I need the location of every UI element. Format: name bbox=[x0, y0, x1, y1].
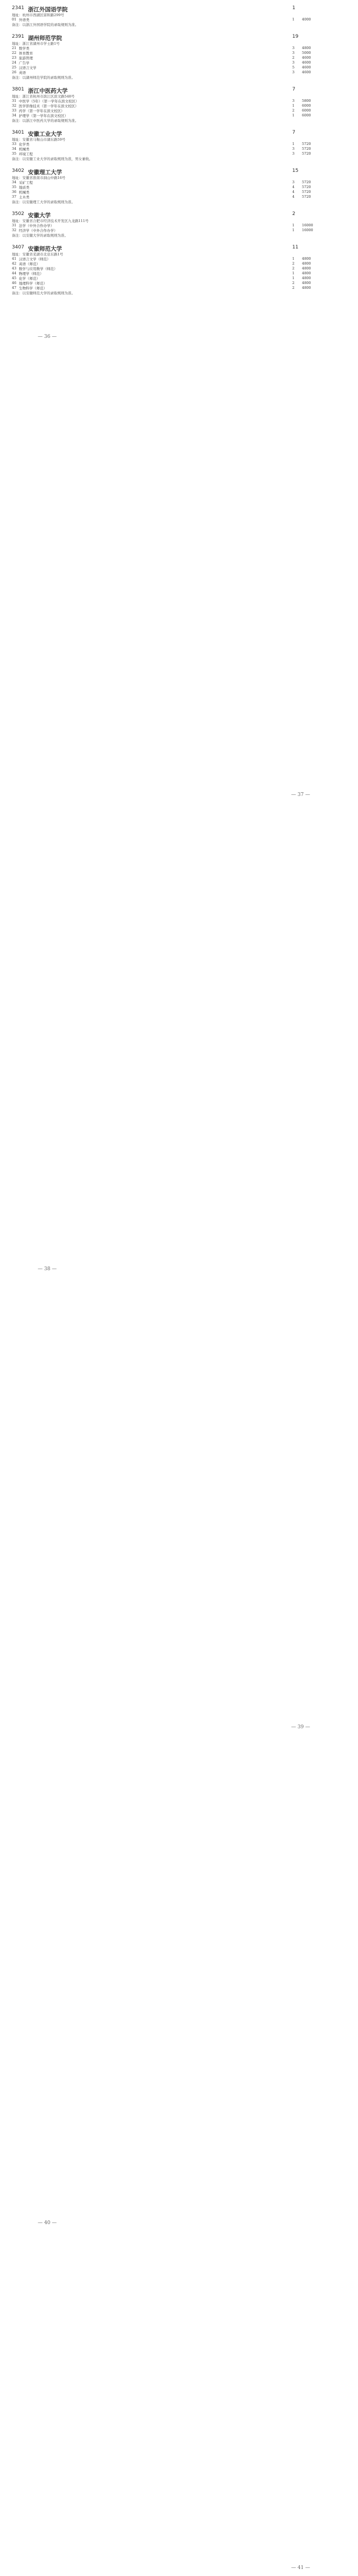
major-name: 机械类 bbox=[19, 147, 30, 151]
major-row bbox=[12, 99, 346, 103]
major-name: 广告学 bbox=[19, 61, 30, 65]
university-code: 3401 bbox=[12, 130, 24, 135]
major-code: 43 bbox=[12, 266, 17, 271]
major-name: 外语类 bbox=[19, 18, 30, 22]
major-row bbox=[12, 17, 346, 22]
major-row bbox=[12, 180, 346, 185]
major-row bbox=[12, 103, 346, 108]
major-fee: 6000 bbox=[302, 108, 311, 113]
university-name: 安徽师范大学 bbox=[28, 246, 62, 252]
major-fee: 5720 bbox=[302, 180, 311, 184]
major-fee: 16000 bbox=[302, 228, 313, 232]
major-row bbox=[12, 266, 346, 271]
major-code: 37 bbox=[12, 195, 17, 199]
major-code: 24 bbox=[12, 60, 17, 65]
major-count: 1 bbox=[292, 142, 295, 146]
major-row bbox=[12, 257, 346, 261]
university-note: 备注：以安徽大学的录取规则为准。 bbox=[12, 233, 68, 238]
major-count: 1 bbox=[292, 17, 295, 22]
major-code: 45 bbox=[12, 276, 17, 280]
major-code: 44 bbox=[12, 271, 17, 275]
major-name: 物理学（师范） bbox=[19, 272, 44, 276]
major-count: 3 bbox=[292, 60, 295, 65]
university-code: 2341 bbox=[12, 5, 24, 11]
major-count: 1 bbox=[292, 228, 295, 232]
university-header bbox=[12, 245, 314, 252]
major-code: 35 bbox=[12, 185, 17, 189]
major-name: 数学类 bbox=[19, 46, 30, 51]
major-code: 35 bbox=[12, 151, 17, 156]
page-number: — 40 — bbox=[38, 2220, 57, 2226]
major-fee: 4800 bbox=[302, 286, 311, 290]
university-header bbox=[12, 5, 314, 13]
major-fee: 5720 bbox=[302, 147, 311, 151]
page-number: — 41 — bbox=[291, 2565, 311, 2571]
major-name: 数学与应用数学（师范） bbox=[19, 267, 58, 271]
major-code: 26 bbox=[12, 70, 17, 74]
university-header bbox=[12, 211, 314, 219]
major-fee: 4800 bbox=[302, 266, 311, 271]
major-row bbox=[12, 286, 346, 290]
major-fee: 6000 bbox=[302, 113, 311, 117]
major-fee: 4800 bbox=[302, 261, 311, 266]
page-number: — 38 — bbox=[38, 1266, 57, 1272]
major-count: 1 bbox=[292, 257, 295, 261]
major-row bbox=[12, 70, 346, 75]
university-code: 3801 bbox=[12, 87, 24, 92]
major-row bbox=[12, 195, 346, 199]
major-row bbox=[12, 276, 346, 281]
major-code: 34 bbox=[12, 113, 17, 117]
university-code: 3502 bbox=[12, 211, 24, 217]
university-address: 地址：杭州市西湖区留和路299号 bbox=[12, 13, 64, 17]
major-code: 34 bbox=[12, 180, 17, 184]
major-count: 2 bbox=[292, 261, 295, 266]
university-name: 浙江外国语学院 bbox=[28, 6, 68, 13]
university-header bbox=[12, 34, 314, 41]
major-count: 3 bbox=[292, 46, 295, 50]
major-fee: 4600 bbox=[302, 65, 311, 70]
university-total: 19 bbox=[292, 34, 299, 39]
major-count: 2 bbox=[292, 108, 295, 113]
major-name: 生物科学（师范） bbox=[19, 286, 47, 290]
major-row bbox=[12, 190, 346, 195]
university-note: 备注：以安徽师范大学的录取规则为准。 bbox=[12, 291, 75, 295]
page-number: — 37 — bbox=[291, 792, 311, 798]
major-code: 36 bbox=[12, 190, 17, 194]
major-count: 1 bbox=[292, 276, 295, 280]
major-count: 4 bbox=[292, 190, 295, 194]
major-code: 23 bbox=[12, 56, 17, 60]
major-row bbox=[12, 271, 346, 276]
major-row bbox=[12, 60, 346, 65]
major-code: 47 bbox=[12, 286, 17, 290]
major-count: 3 bbox=[292, 51, 295, 55]
major-count: 4 bbox=[292, 185, 295, 189]
major-name: 法学（中外合作办学） bbox=[19, 224, 54, 228]
major-row bbox=[12, 56, 346, 60]
university-header bbox=[12, 168, 314, 176]
major-fee: 4600 bbox=[302, 70, 311, 74]
major-row bbox=[12, 261, 346, 266]
university-code: 3407 bbox=[12, 245, 24, 250]
major-count: 1 bbox=[292, 271, 295, 275]
major-name: 采矿工程 bbox=[19, 181, 33, 185]
major-code: 32 bbox=[12, 228, 17, 232]
major-code: 31 bbox=[12, 99, 17, 103]
major-row bbox=[12, 223, 346, 228]
major-count: 5 bbox=[292, 65, 295, 70]
university-total: 11 bbox=[292, 245, 299, 250]
major-code: 22 bbox=[12, 51, 17, 55]
major-fee: 5720 bbox=[302, 190, 311, 194]
major-count: 2 bbox=[292, 281, 295, 285]
major-name: 药学（第一学年在滨文校区） bbox=[19, 109, 65, 113]
major-name: 化学（师范） bbox=[19, 276, 40, 281]
university-note: 备注：以安徽工业大学的录取规则为准，男女兼收。 bbox=[12, 157, 93, 161]
university-total: 1 bbox=[292, 5, 295, 11]
major-code: 32 bbox=[12, 103, 17, 108]
university-note: 备注：以安徽理工大学的录取规则为准。 bbox=[12, 200, 75, 204]
university-total: 15 bbox=[292, 168, 299, 174]
university-note: 备注：以浙江外国语学院的录取规则为准。 bbox=[12, 23, 79, 27]
major-code: 33 bbox=[12, 108, 17, 113]
major-fee: 4800 bbox=[302, 276, 311, 280]
major-fee: 5800 bbox=[302, 99, 311, 103]
major-count: 3 bbox=[292, 70, 295, 74]
major-name: 汉语言文学 bbox=[19, 66, 37, 70]
university-name: 安徽工业大学 bbox=[28, 131, 62, 137]
university-note: 备注：以浙江中医药大学的录取规则为准。 bbox=[12, 119, 79, 123]
major-count: 4 bbox=[292, 195, 295, 199]
major-row bbox=[12, 142, 346, 147]
major-count: 1 bbox=[292, 103, 295, 108]
university-name: 安徽理工大学 bbox=[28, 169, 62, 176]
major-name: 护理学（第一学年在滨文校区） bbox=[19, 114, 68, 118]
major-row bbox=[12, 185, 346, 190]
university-note: 备注：以湖州师范学院的录取规则为准。 bbox=[12, 75, 75, 80]
university-address: 地址：浙江省湖州市学士路1号 bbox=[12, 41, 60, 46]
major-code: 25 bbox=[12, 65, 17, 70]
university-address: 地址：安徽省淮南市洞山中路16号 bbox=[12, 176, 66, 180]
university-address: 地址：浙江省杭州市滨江区滨文路548号 bbox=[12, 94, 75, 99]
university-address: 地址：安徽省马鞍山市湖东路59号 bbox=[12, 137, 66, 142]
major-name: 英语（师范） bbox=[19, 262, 40, 266]
university-name: 湖州师范学院 bbox=[28, 35, 62, 41]
major-fee: 5000 bbox=[302, 51, 311, 55]
major-code: 34 bbox=[12, 147, 17, 151]
major-fee: 5720 bbox=[302, 185, 311, 189]
major-code: 42 bbox=[12, 261, 17, 266]
major-row bbox=[12, 65, 346, 70]
major-fee: 4800 bbox=[302, 281, 311, 285]
major-name: 医学影像技术（第一学年在滨文校区） bbox=[19, 104, 79, 108]
major-row bbox=[12, 151, 346, 156]
major-fee: 4800 bbox=[302, 46, 311, 50]
major-fee: 4600 bbox=[302, 56, 311, 60]
major-count: 1 bbox=[292, 223, 295, 227]
major-name: 旅游管理 bbox=[19, 56, 33, 60]
major-name: 中医学（5年）（第一学年在滨文校区） bbox=[19, 99, 79, 103]
major-name: 经济学（中外合作办学） bbox=[19, 228, 58, 233]
major-count: 3 bbox=[292, 147, 295, 151]
major-row bbox=[12, 46, 346, 51]
major-fee: 5720 bbox=[302, 195, 311, 199]
university-total: 2 bbox=[292, 211, 295, 217]
university-code: 3402 bbox=[12, 168, 24, 174]
university-total: 7 bbox=[292, 87, 295, 92]
major-fee: 5720 bbox=[302, 142, 311, 146]
major-code: 31 bbox=[12, 223, 17, 227]
major-count: 1 bbox=[292, 113, 295, 117]
page-number: — 39 — bbox=[291, 1725, 311, 1730]
university-code: 2391 bbox=[12, 34, 24, 39]
major-row bbox=[12, 281, 346, 286]
major-row bbox=[12, 51, 346, 56]
major-fee: 5720 bbox=[302, 151, 311, 156]
major-code: 41 bbox=[12, 257, 17, 261]
major-count: 2 bbox=[292, 286, 295, 290]
major-count: 3 bbox=[292, 180, 295, 184]
university-address: 地址：安徽省芜湖市北京东路1号 bbox=[12, 252, 64, 257]
major-row bbox=[12, 228, 346, 233]
major-fee: 4800 bbox=[302, 271, 311, 275]
major-count: 3 bbox=[292, 99, 295, 103]
major-name: 地质类 bbox=[19, 185, 30, 190]
university-header bbox=[12, 87, 314, 94]
major-name: 机械类 bbox=[19, 190, 30, 195]
major-code: 21 bbox=[12, 46, 17, 50]
major-code: 33 bbox=[12, 142, 17, 146]
major-row bbox=[12, 113, 346, 118]
major-fee: 16000 bbox=[302, 223, 313, 227]
major-name: 环境工程 bbox=[19, 152, 33, 156]
major-count: 2 bbox=[292, 56, 295, 60]
university-name: 安徽大学 bbox=[28, 212, 51, 219]
major-fee: 4000 bbox=[302, 17, 311, 22]
major-row bbox=[12, 147, 346, 151]
major-name: 英语 bbox=[19, 71, 26, 75]
major-row bbox=[12, 108, 346, 113]
major-name: 化学类 bbox=[19, 142, 30, 147]
major-name: 体育教育 bbox=[19, 51, 33, 56]
major-name: 汉语言文学（师范） bbox=[19, 257, 51, 261]
university-address: 地址：安徽省合肥市经济技术开发区九龙路111号 bbox=[12, 219, 89, 223]
major-fee: 4600 bbox=[302, 60, 311, 65]
major-name: 土木类 bbox=[19, 195, 30, 199]
university-total: 7 bbox=[292, 130, 295, 135]
major-code: 01 bbox=[12, 17, 17, 22]
major-fee: 4800 bbox=[302, 257, 311, 261]
page-number: — 36 — bbox=[38, 334, 57, 340]
university-header bbox=[12, 130, 314, 137]
university-name: 浙江中医药大学 bbox=[28, 88, 68, 94]
major-fee: 6000 bbox=[302, 103, 311, 108]
major-name: 地理科学（师范） bbox=[19, 281, 47, 286]
major-count: 3 bbox=[292, 151, 295, 156]
major-count: 2 bbox=[292, 266, 295, 271]
major-code: 46 bbox=[12, 281, 17, 285]
